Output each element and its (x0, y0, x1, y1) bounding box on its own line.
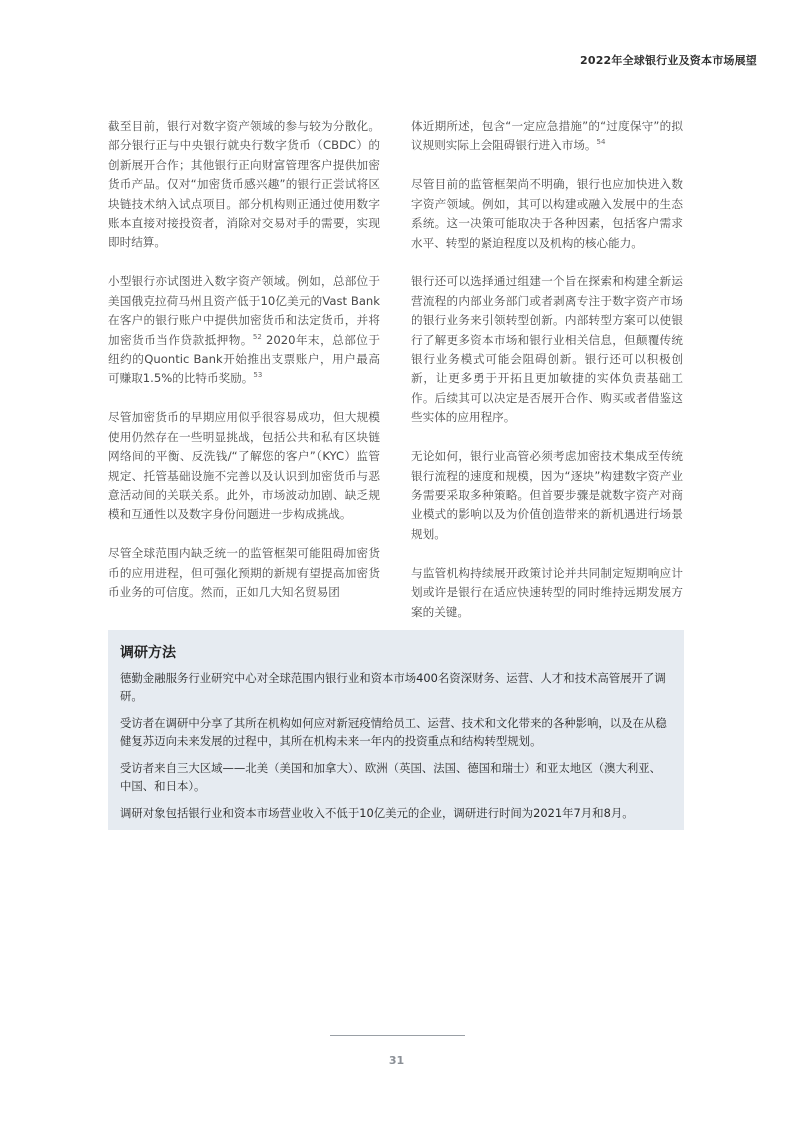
footnote-ref-53: 53 (253, 371, 263, 380)
methodology-paragraph-1: 德勤金融服务行业研究中心对全球范围内银行业和资本市场400名资深财务、运营、人才和技术高管展开了调研。 (120, 671, 666, 703)
right-paragraph-1 (411, 117, 683, 156)
left-paragraph-1: 截至目前，银行对数字资产领域的参与较为分散化。部分银行正与中央银行就央行数字货币（CBDC）的创新展开合作；其他银行正向财富管理客户提供加密货币产品。仅对“加密货币感兴趣”的银行正尝试将区块链技术纳入试点项目。部分机构则正通过使用数字账本直接对接投资者，消除对交易对手的需要，实现即时结算。 (108, 119, 380, 250)
right-paragraph-1-text: 体近期所述，包含“一定应急措施”的“过度保守”的拟议规则实际上会阻碍银行进入市场。 (411, 119, 683, 153)
page-number: 31 (388, 1054, 405, 1067)
right-paragraph-2: 尽管目前的监管框架尚不明确，银行也应加快进入数字资产领域。例如，其可以构建或融入发展中的生态系统。这一决策可能取决于各种因素，包括客户需求水平、转型的紧迫程度以及机构的核心能力。 (411, 177, 683, 250)
methodology-paragraph-4: 调研对象包括银行业和资本市场营业收入不低于10亿美元的企业，调研进行时间为2021年7月和8月。 (120, 806, 634, 820)
left-paragraph-4: 尽管全球范围内缺乏统一的监管框架可能阻碍加密货币的应用进程，但可强化预期的新规有望提高加密货币业务的可信度。然而，正如几大知名贸易团 (108, 546, 380, 600)
page-header-title: 2022年全球银行业及资本市场展望 (579, 54, 757, 67)
methodology-paragraph-3: 受访者来自三大区域——北美（美国和加拿大）、欧洲（英国、法国、德国和瑞士）和亚太地区（澳大利亚、中国、和日本）。 (120, 761, 662, 793)
footnote-ref-54: 54 (596, 138, 606, 147)
methodology-title: 调研方法 (120, 645, 176, 661)
methodology-box (108, 630, 684, 830)
left-paragraph-2-text-a: 小型银行亦试图进入数字资产领域。例如，总部位于美国俄克拉荷马州且资产低于10亿美元的Vast Bank在客户的银行账户中提供加密货币和法定货币，并将加密货币当作贷款抵押物。 (108, 274, 380, 347)
methodology-paragraph-2: 受访者在调研中分享了其所在机构如何应对新冠疫情给员工、运营、技术和文化带来的各种影响，以及在从稳健复苏迈向未来发展的过程中，其所在机构未来一年内的投资重点和结构转型规划。 (120, 716, 667, 748)
right-paragraph-4: 无论如何，银行业高管必须考虑加密技术集成至传统银行流程的速度和规模，因为“逐块”构建数字资产业务需要采取多种策略。但首要步骤是就数字资产对商业模式的影响以及为价值创造带来的新机遇进行场景规划。 (411, 449, 683, 541)
left-text-column (108, 117, 380, 602)
footer-divider (330, 1035, 465, 1036)
left-paragraph-3: 尽管加密货币的早期应用似乎很容易成功，但大规模使用仍然存在一些明显挑战，包括公共和私有区块链网络间的平衡、反洗钱/“了解您的客户”（KYC）监管规定、托管基础设施不完善以及认识到加密货币与恶意活动间的关联关系。此外，市场波动加剧、缺乏规模和互通性以及数字身份问题进一步构成挑战。 (108, 410, 380, 522)
footnote-ref-52: 52 (252, 332, 262, 341)
right-paragraph-3: 银行还可以选择通过组建一个旨在探索和构建全新运营流程的内部业务部门或者剥离专注于数字资产市场的银行业务来引领转型创新。内部转型方案可以使银行了解更多资本市场和银行业相关信息，但颠覆传统银行业务模式可能会阻碍创新。银行还可以积极创新，让更多勇于开拓且更加敏捷的实体负责基础工作。后续其可以决定是否展开合作、购买或者借鉴这些实体的应用程序。 (411, 274, 683, 425)
left-paragraph-2-text-b: 2020年末，总部位于纽约的Quontic Bank开始推出支票账户，用户最高可赚取1.5%的比特币奖励。 (108, 332, 380, 386)
left-paragraph-2 (108, 272, 380, 388)
right-paragraph-5: 与监管机构持续展开政策讨论并共同制定短期响应计划或许是银行在适应快速转型的同时维持远期发展方案的关键。 (411, 565, 683, 619)
right-text-column (411, 117, 683, 622)
